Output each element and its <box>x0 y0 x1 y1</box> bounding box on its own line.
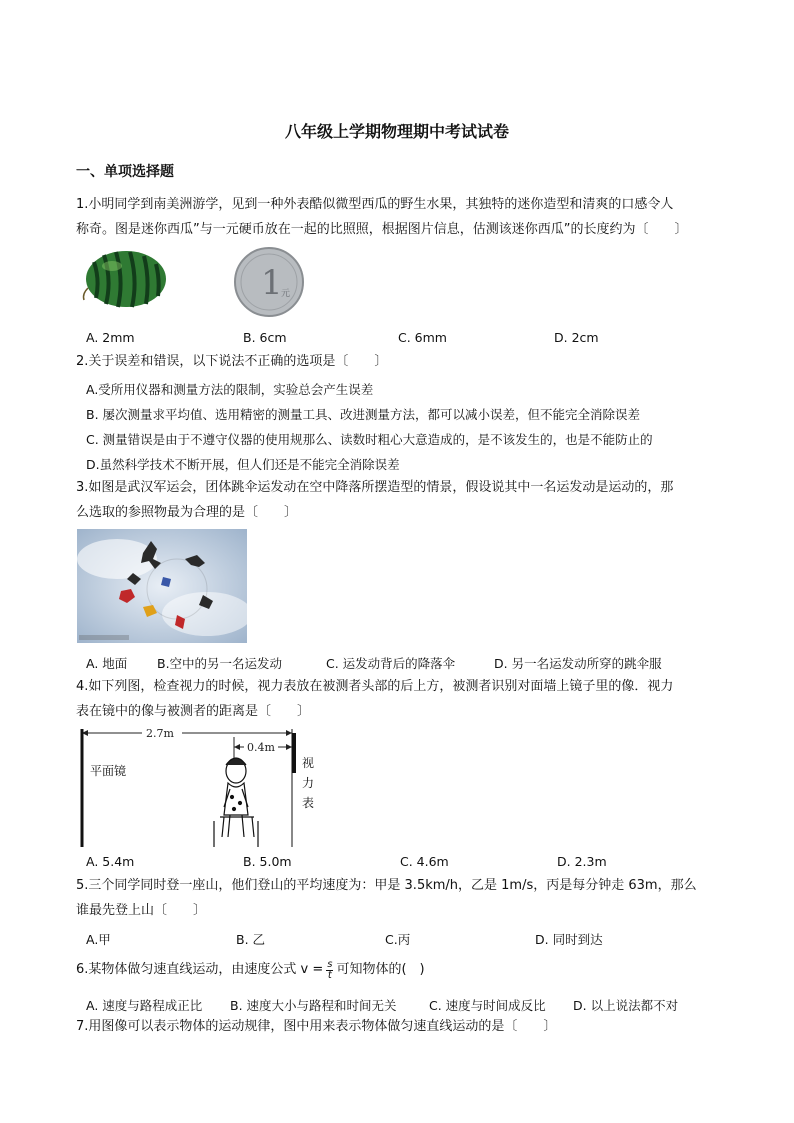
q6-fraction-numerator: s <box>327 958 333 970</box>
q1-option-b[interactable]: B. 6cm <box>243 330 287 345</box>
q2-option-c[interactable]: C. 测量错误是由于不遵守仪器的使用规那么、读数时粗心大意造成的，是不该发生的，也是不能防止的 <box>86 432 653 447</box>
q6-stem-pre: 6.某物体做匀速直线运动，由速度公式 v = <box>76 962 324 977</box>
q4-line1: 4.如下列图，检查视力的时候，视力表放在被测者头部的后上方，被测者识别对面墙上镜子里的像．视力 <box>76 679 674 694</box>
q5-option-a[interactable]: A.甲 <box>86 932 111 947</box>
q1-option-d[interactable]: D. 2cm <box>554 330 599 345</box>
q6-option-d[interactable]: D. 以上说法都不对 <box>573 998 679 1013</box>
chart-label-2: 力 <box>302 776 315 790</box>
q6-fraction-denominator: t <box>327 969 332 981</box>
distance-2-7m-label: 2.7m <box>146 727 174 740</box>
distance-0-4m-label: 0.4m <box>247 741 275 754</box>
q2-option-d[interactable]: D.虽然科学技术不断开展，但人们还是不能完全消除误差 <box>86 457 400 472</box>
page-title: 八年级上学期物理期中考试试卷 <box>284 122 509 141</box>
q3-line1: 3.如图是武汉军运会，团体跳伞运发动在空中降落所摆造型的情景，假设说其中一名运发动是运动的，那 <box>76 480 674 495</box>
q4-option-a[interactable]: A. 5.4m <box>86 854 135 869</box>
skydivers-formation-image <box>77 529 247 643</box>
q2-stem: 2.关于误差和错误，以下说法不正确的选项是〔 〕 <box>76 354 388 369</box>
q3-line2: 么选取的参照物最为合理的是〔 〕 <box>76 505 298 520</box>
q1-line2: 称奇。图是迷你西瓜”与一元硬币放在一起的比照照，根据图片信息，估测该迷你西瓜”的长度约为〔 〕 <box>76 222 688 237</box>
mirror-label: 平面镜 <box>90 764 127 778</box>
section-heading: 一、单项选择题 <box>76 164 174 180</box>
q4-option-b[interactable]: B. 5.0m <box>243 854 292 869</box>
coin-unit: 元 <box>281 289 291 299</box>
q4-line2: 表在镜中的像与被测者的距离是〔 〕 <box>76 704 311 719</box>
q2-option-b[interactable]: B. 屡次测量求平均值、选用精密的测量工具、改进测量方法，都可以减小误差，但不能完全消除误差 <box>86 407 641 422</box>
mini-watermelon-image <box>80 250 170 310</box>
q6-option-b[interactable]: B. 速度大小与路程和时间无关 <box>230 998 397 1013</box>
q5-option-b[interactable]: B. 乙 <box>236 932 266 947</box>
q1-line1: 1.小明同学到南美洲游学，见到一种外表酷似微型西瓜的野生水果，其独特的迷你造型和清爽的口感令人 <box>76 197 674 212</box>
q2-option-a[interactable]: A.受所用仪器和测量方法的限制，实验总会产生误差 <box>86 382 374 397</box>
one-yuan-coin-image <box>233 246 305 318</box>
vision-test-diagram <box>78 725 323 850</box>
q7-stem: 7.用图像可以表示物体的运动规律，图中用来表示物体做匀速直线运动的是〔 〕 <box>76 1019 557 1034</box>
coin-numeral: 1 <box>261 263 283 303</box>
q1-option-a[interactable]: A. 2mm <box>86 330 135 345</box>
seated-person-figure <box>214 758 258 847</box>
q5-option-d[interactable]: D. 同时到达 <box>535 932 603 947</box>
q1-option-c[interactable]: C. 6mm <box>398 330 447 345</box>
q6-option-a[interactable]: A. 速度与路程成正比 <box>86 998 203 1013</box>
q3-option-b[interactable]: B.空中的另一名运发动 <box>157 656 283 671</box>
q6-stem-post: 可知物体的( ) <box>336 962 425 977</box>
q6-option-c[interactable]: C. 速度与时间成反比 <box>429 998 546 1013</box>
q4-option-c[interactable]: C. 4.6m <box>400 854 449 869</box>
q3-option-a[interactable]: A. 地面 <box>86 656 128 671</box>
q5-line2: 谁最先登上山〔 〕 <box>76 903 207 918</box>
q5-line1: 5.三个同学同时登一座山，他们登山的平均速度为：甲是 3.5km/h，乙是 1m/s，丙是每分钟走 63m，那么 <box>76 878 697 893</box>
q6-stem <box>76 958 425 982</box>
q3-option-c[interactable]: C. 运发动背后的降落伞 <box>326 656 456 671</box>
chart-label-3: 表 <box>302 796 315 810</box>
q3-option-d[interactable]: D. 另一名运发动所穿的跳伞服 <box>494 656 662 671</box>
chart-label-1: 视 <box>302 756 315 770</box>
q4-option-d[interactable]: D. 2.3m <box>557 854 607 869</box>
q6-formula-fraction <box>326 960 333 981</box>
q5-option-c[interactable]: C.丙 <box>385 932 411 947</box>
